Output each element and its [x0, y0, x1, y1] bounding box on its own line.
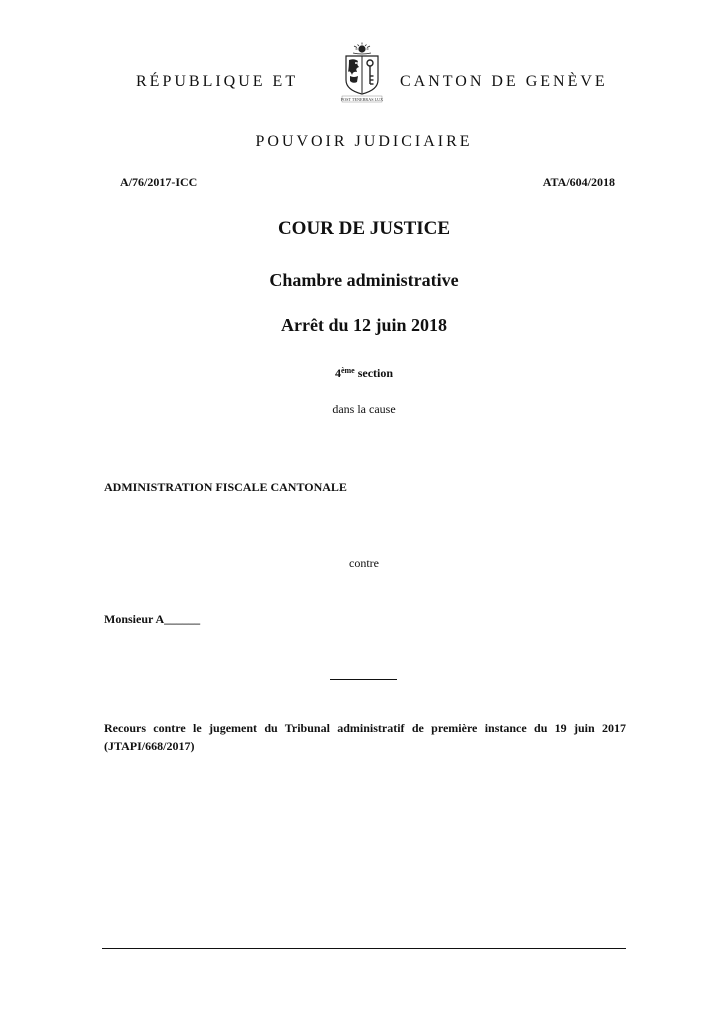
footer-rule — [102, 948, 626, 949]
separator-line — [330, 679, 397, 680]
decision-number: ATA/604/2018 — [542, 175, 615, 189]
case-number: A/76/2017-ICC — [120, 175, 198, 189]
header-republique: RÉPUBLIQUE ET — [136, 73, 299, 90]
court-title: COUR DE JUSTICE — [277, 218, 451, 239]
section-word: section — [357, 366, 394, 380]
appellant-party: ADMINISTRATION FISCALE CANTONALE — [104, 480, 347, 494]
appeal-description: Recours contre le jugement du Tribunal administratif de première instance du 19 juin 2017 (JTAPI/668/2017) — [104, 721, 626, 753]
header-canton: CANTON DE GENÈVE — [400, 73, 608, 90]
chamber-title: Chambre administrative — [269, 270, 459, 290]
section-number: 4 — [334, 366, 341, 380]
authority-heading: POUVOIR JUDICIAIRE — [255, 133, 473, 150]
versus-label: contre — [349, 556, 379, 570]
geneva-coat-of-arms-icon — [332, 42, 392, 104]
in-case-label: dans la cause — [332, 402, 396, 416]
crest-motto: POST TENEBRAS LUX — [340, 97, 384, 102]
section-ordinal: ème — [340, 366, 355, 375]
section-label — [0, 366, 728, 381]
respondent-party: Monsieur A______ — [104, 612, 201, 626]
judgment-date: Arrêt du 12 juin 2018 — [281, 315, 447, 335]
